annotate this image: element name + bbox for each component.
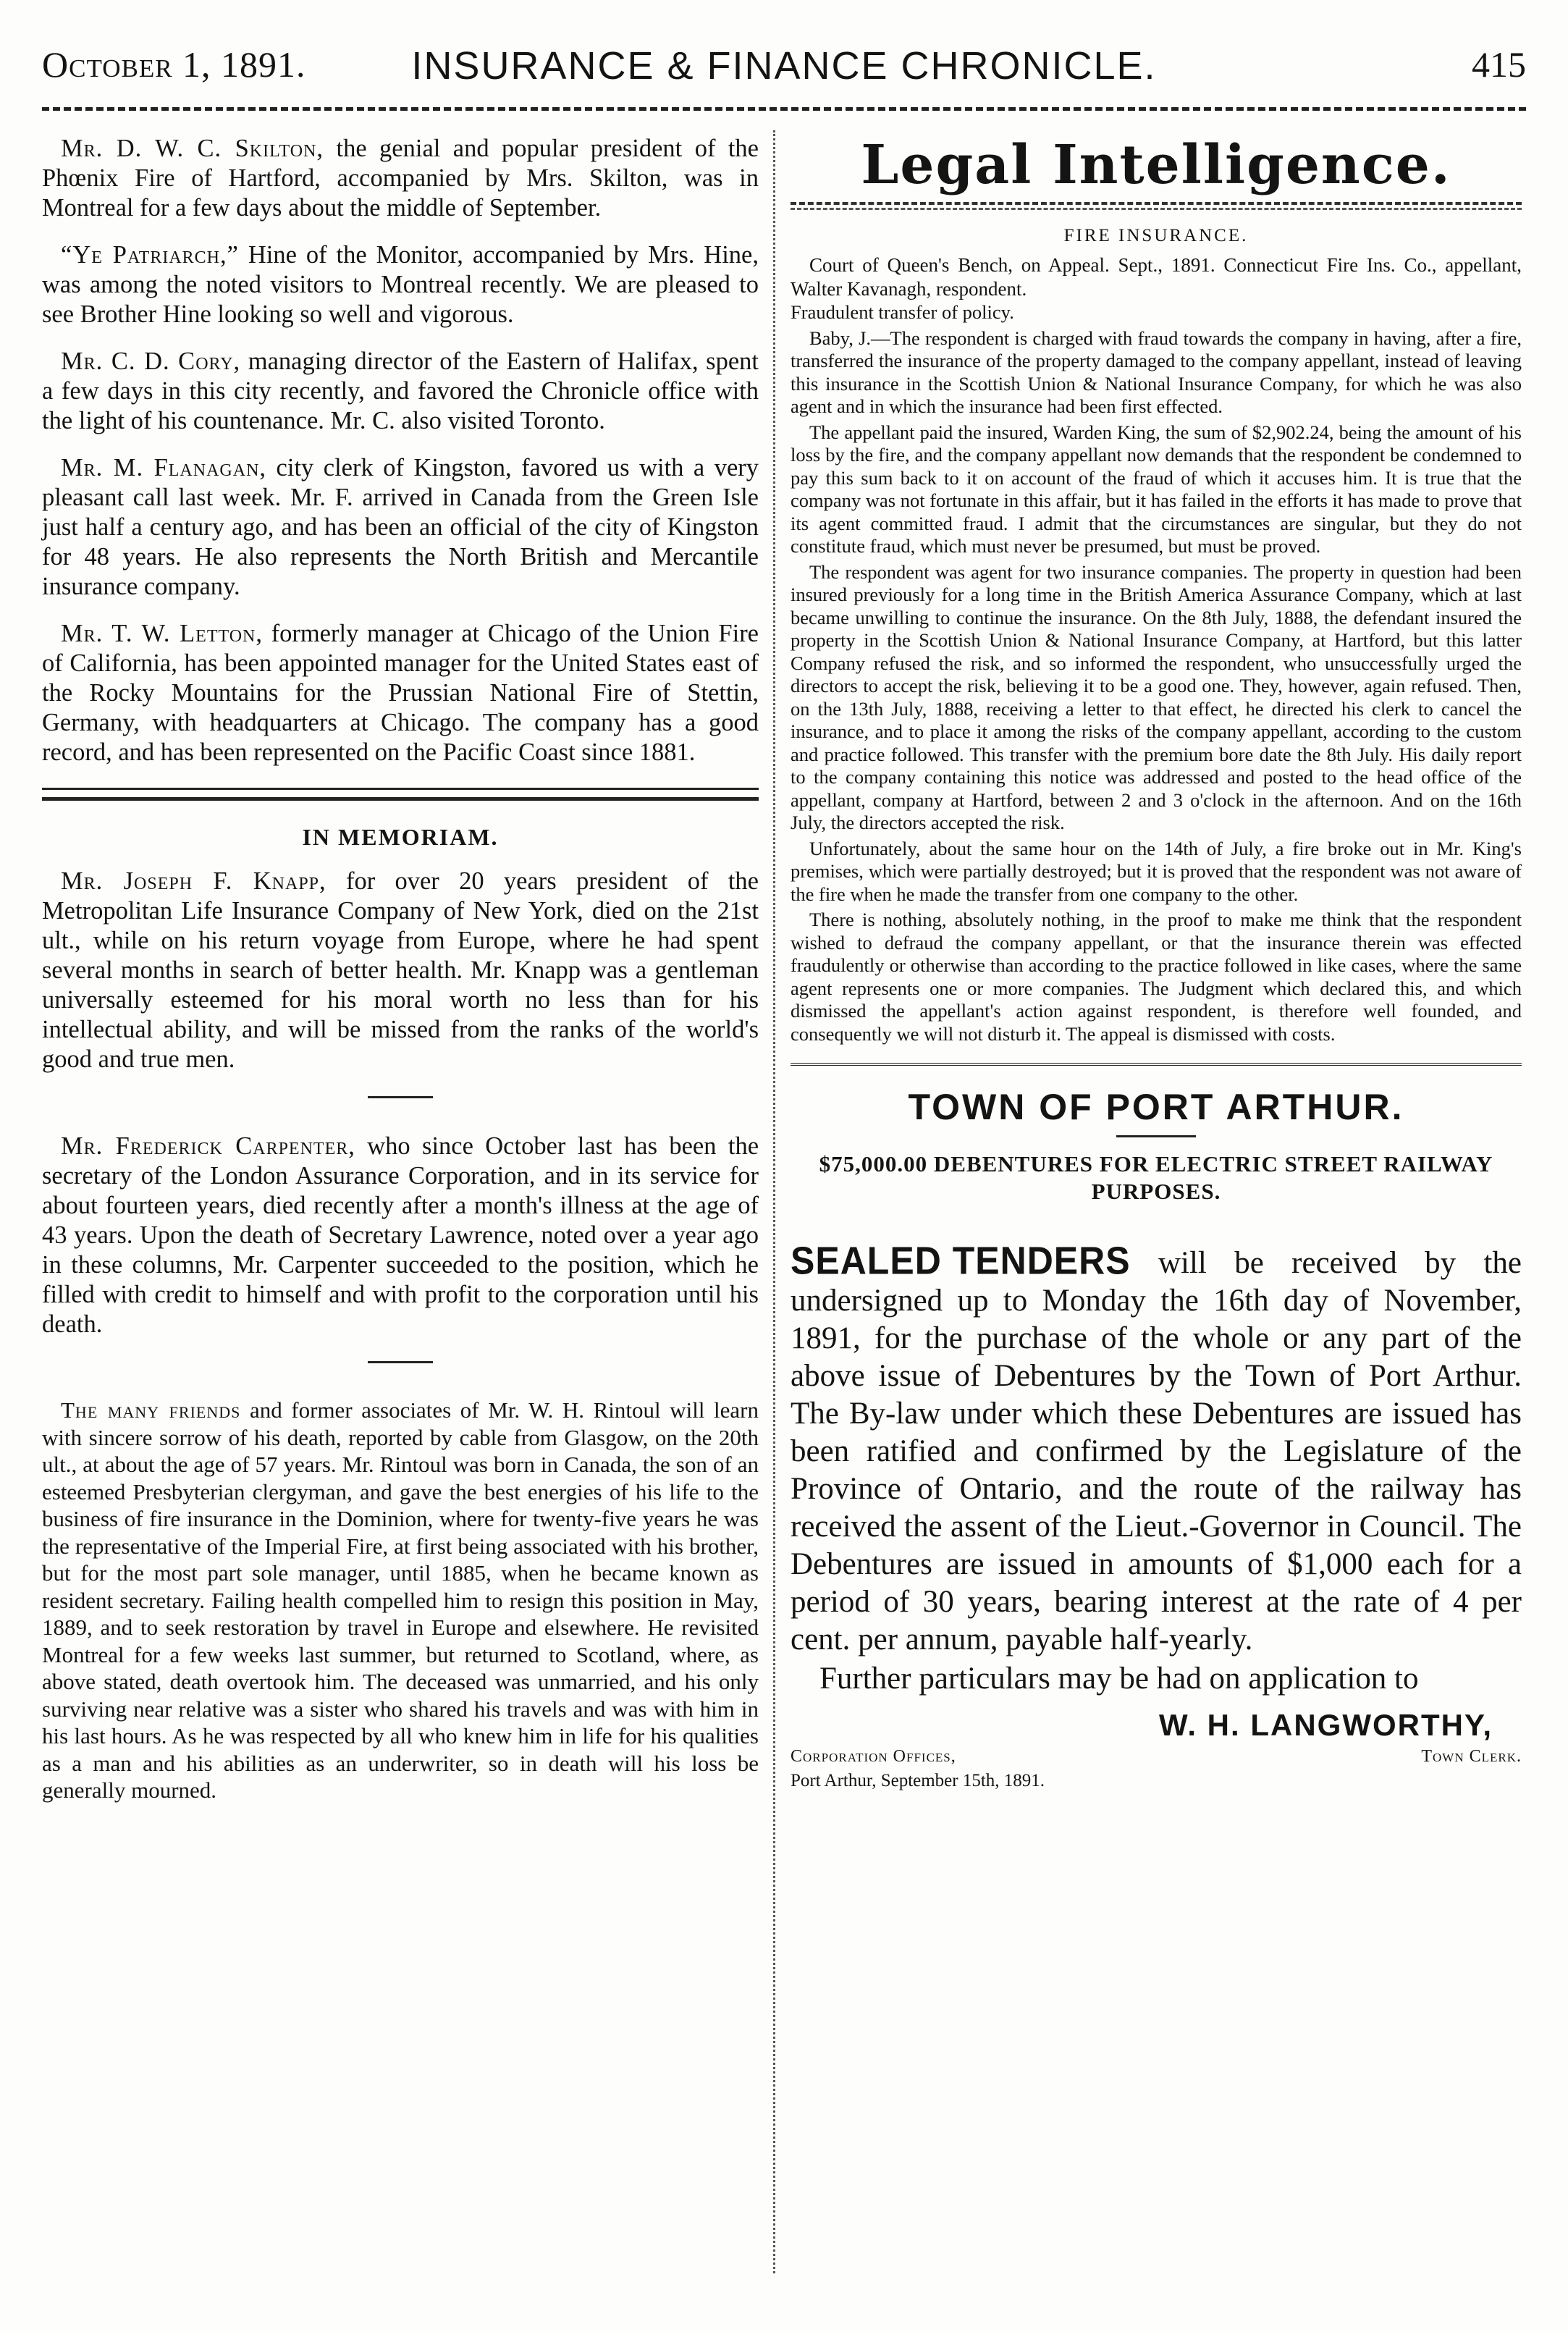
personal-item bbox=[42, 134, 759, 223]
section-rule bbox=[42, 788, 759, 801]
memoriam-entry bbox=[42, 1397, 759, 1804]
advertisement-subtitle: $75,000.00 DEBENTURES FOR ELECTRIC STREET RAILWAY PURPOSES. bbox=[819, 1151, 1493, 1204]
header-rule bbox=[42, 107, 1526, 111]
memoriam-text: who since October last has been the secretary of the London Assurance Corporation, and in its service for about fourteen years, died recently after a month's illness at the age of 43 years. Upon the death of Secretary Lawrence, noted over a year ago in these columns, Mr. Carpenter succeeded to the position, which he filled with credit to himself and with profit to the corporation until his death. bbox=[42, 1132, 759, 1338]
personal-text: Hine of the Monitor, accompanied by Mrs. Hine, was among the noted visitors to Montreal recently. We are pleased to see Brother Hine looking so well and vigorous. bbox=[42, 241, 759, 328]
memoriam-name: Mr. Frederick Carpenter, bbox=[61, 1132, 355, 1160]
case-summary: Fraudulent transfer of policy. bbox=[791, 301, 1014, 323]
left-column bbox=[42, 134, 759, 1804]
court-citation: Court of Queen's Bench, on Appeal. Sept., 1891. Connecticut Fire Ins. Co., appellant, Walter Kavanagh, respondent. bbox=[791, 254, 1522, 300]
publication-title: INSURANCE & FINANCE CHRONICLE. bbox=[411, 44, 1157, 88]
legal-intelligence-heading: Legal Intelligence. bbox=[861, 134, 1451, 196]
judgment-paragraph: The respondent was agent for two insurance companies. The property in question had been insured previously for a long time in the British America Assurance Company, which at last became unwilling to continue the insurance. On the 8th July, 1888, the defendant insured the property in the Scottish Union & National Insurance Company, at Hartford, but this latter Company refused the risk, and so informed the respondent, who unsuccessfully urged the directors to accept the risk, believing it to be a good one. They, however, again refused. Then, on the 13th July, 1888, receiving a letter to that effect, he directed his clerk to cancel the insurance, and to place it among the risks of the company appellant, according to the custom and practice followed. This transfer with the premium bore date the 8th July. His daily report to the company containing this notice was addressed and posted to the head office of the appellant, company at Hartford, between 2 and 3 o'clock in the afternoon. And on the 16th July, the directors accepted the risk. bbox=[791, 560, 1522, 833]
issue-date: October 1, 1891. bbox=[42, 44, 306, 85]
column-divider bbox=[773, 130, 775, 2273]
memoriam-text: and former associates of Mr. W. H. Rintoul will learn with sincere sorrow of his death, reported by cable from Glasgow, on the 20th ult., at about the age of 57 years. Mr. Rintoul was born in Canada, the son of an esteemed Presbyterian clergyman, and gave the best energies of his life to the business of fire insurance in the Dominion, where for twenty-five years he was the representative of the Imperial Fire, at first being associated with his brother, but for the most part sole manager, until 1885, when he became known as resident secretary. Failing health compelled him to resign this position in May, 1889, and to seek restoration by travel in Europe and elsewhere. He revisited Montreal for a few weeks last summer, but returned to Scotland, where, as above stated, death overtook him. The deceased was unmarried, and his only surviving near relative was a sister who shared his travels and was with him in his last hours. As he was respected by all who knew him in life for his qualities as a man and his abilities as an underwriter, so in death will his loss be generally mourned. bbox=[42, 1397, 759, 1803]
entry-separator bbox=[368, 1361, 433, 1363]
signatory-offices bbox=[791, 1747, 1522, 1767]
memoriam-heading: IN MEMORIAM. bbox=[302, 824, 499, 850]
personal-text: the genial and popular president of the Phœnix Fire of Hartford, accompanied by Mrs. Skilton, was in Montreal for a few days about the middle of September. bbox=[42, 135, 759, 222]
title-rule bbox=[1116, 1135, 1196, 1137]
legal-subheading: FIRE INSURANCE. bbox=[1063, 226, 1249, 245]
personal-name: Mr. M. Flanagan, bbox=[61, 454, 267, 481]
personal-name: “Ye Patriarch,” bbox=[61, 241, 239, 269]
tender-lead: SEALED TENDERS bbox=[791, 1238, 1131, 1283]
memoriam-entry bbox=[42, 867, 759, 1074]
memoriam-name: Mr. Joseph F. Knapp, bbox=[61, 867, 326, 895]
place-and-date: Port Arthur, September 15th, 1891. bbox=[791, 1771, 1045, 1790]
personal-item bbox=[42, 453, 759, 602]
personal-text: managing director of the Eastern of Halifax, spent a few days in this city recently, and favored the Chronicle office with the light of his countenance. Mr. C. also visited Toronto. bbox=[42, 348, 759, 434]
personal-text: formerly manager at Chicago of the Union Fire of California, has been appointed manager for the United States east of the Rocky Mountains for the Prussian National Fire of Stettin, Germany, with headquarters at Chicago. The company has a good record, and has been represented on the Pacific Coast since 1881. bbox=[42, 620, 759, 766]
personal-item bbox=[42, 619, 759, 767]
page-number: 415 bbox=[1472, 44, 1526, 85]
office-location: Corporation Offices, bbox=[791, 1747, 956, 1766]
running-header bbox=[42, 43, 1526, 101]
judgment-paragraph: The appellant paid the insured, Warden King, the sum of $2,902.24, being the amount of his loss by the fire, and the company appellant now demands that the respondent be condemned to pay this sum back to it on account of the fraud of which it accuses him. It is true that the company was not fortunate in this affair, but it has failed in the efforts it has made to prove that its agent committed fraud. I admit that the circumstances are singular, but they do not constitute fraud, which must never be presumed, but must be proved. bbox=[791, 421, 1522, 557]
judgment-paragraph: Unfortunately, about the same hour on the 14th of July, a fire broke out in Mr. King's premises, which were partially destroyed; but it is proved that the respondent was not aware of the fire when he made the transfer from one company to the other. bbox=[791, 837, 1522, 905]
advertisement-rule bbox=[791, 1063, 1522, 1066]
office-title: Town Clerk. bbox=[1421, 1747, 1522, 1766]
right-column bbox=[791, 134, 1522, 1791]
personal-name: Mr. D. W. C. Skilton, bbox=[61, 135, 324, 162]
memoriam-entry bbox=[42, 1132, 759, 1339]
personal-name: Mr. T. W. Letton, bbox=[61, 620, 263, 647]
personal-item bbox=[42, 347, 759, 436]
personal-text: city clerk of Kingston, favored us with a very pleasant call last week. Mr. F. arrived in Canada from the Green Isle just half a century ago, and has been an official of the city of Kingston for 48 years. He also represents the North British and Mercantile insurance company. bbox=[42, 454, 759, 600]
memoriam-text: for over 20 years president of the Metropolitan Life Insurance Company of New York, died on the 21st ult., while on his return voyage from Europe, where he had spent several months in search of better health. Mr. Knapp was a gentleman universally esteemed for his moral worth no less than for his intellectual ability, and will be missed from the ranks of the world's good and true men. bbox=[42, 867, 759, 1073]
memoriam-name: The many friends bbox=[61, 1397, 241, 1423]
personal-name: Mr. C. D. Cory, bbox=[61, 348, 241, 375]
heading-rule bbox=[791, 202, 1522, 210]
judgment-paragraph: Baby, J.—The respondent is charged with fraud towards the company in having, after a fire, transferred the insurance of the property damaged to the company appellant, instead of leaving this insurance in the Scottish Union & National Insurance Company, for which he was also agent and in which the insurance had been first effected. bbox=[791, 327, 1522, 417]
further-particulars: Further particulars may be had on application to bbox=[819, 1662, 1419, 1696]
signatory-name: W. H. LANGWORTHY, bbox=[1159, 1708, 1493, 1742]
judgment-paragraph: There is nothing, absolutely nothing, in the proof to make me think that the respondent wished to defraud the company appellant, or that the insurance therein was effected fraudulently or otherwise than according to the practice followed in like cases, where the same agent represents one or more companies. The Judgment which declared this, and which dismissed the appellant's action against respondent, is therefore well founded, and consequently we will not disturb it. The appeal is dismissed with costs. bbox=[791, 909, 1522, 1045]
tender-body: will be received by the undersigned up to Monday the 16th day of November, 1891, for the purchase of the whole or any part of the above issue of Debentures by the Town of Port Arthur. The By-law under which these Debentures are issued has been ratified and confirmed by the Legislature of the Province of Ontario, and the route of the railway has received the assent of the Lieut.-Governor in Council. The Debentures are issued in amounts of $1,000 each for a period of 30 years, bearing interest at the rate of 4 per cent. per annum, payable half-yearly. bbox=[791, 1246, 1522, 1657]
tender-notice bbox=[791, 1238, 1522, 1659]
entry-separator bbox=[368, 1096, 433, 1098]
personal-item bbox=[42, 240, 759, 329]
advertisement-title: TOWN OF PORT ARTHUR. bbox=[908, 1087, 1404, 1127]
